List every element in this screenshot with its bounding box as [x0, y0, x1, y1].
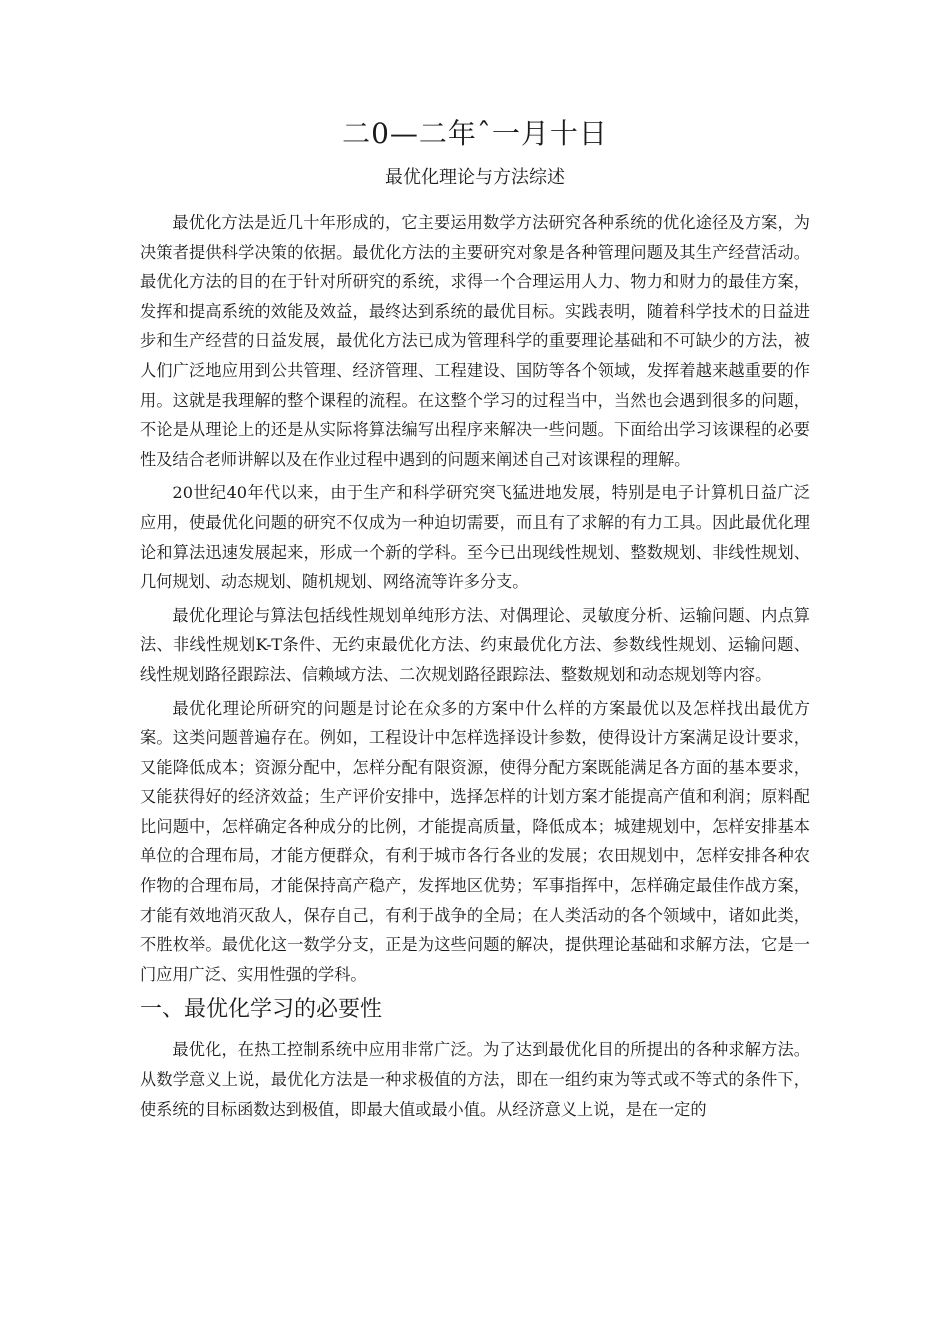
section-heading-necessity: 一、最优化学习的必要性	[140, 997, 383, 1023]
contents-paragraph: 最优化理论与算法包括线性规划单纯形方法、对偶理论、灵敏度分析、运输问题、内点算法、非线性规划K-T条件、无约束最优化方法、约束最优化方法、参数线性规划、运输问题、线性规划路径跟踪法、信赖域方法、二次规划路径跟踪法、整数规划和动态规划等内容。	[140, 605, 810, 684]
document-body	[140, 208, 810, 1124]
problems-paragraph: 最优化理论所研究的问题是讨论在众多的方案中什么样的方案最优以及怎样找出最优方案。这类问题普遍存在。例如，工程设计中怎样选择设计参数，使得设计方案满足设计要求，又能降低成本；资源分配中，怎样分配有限资源，使得分配方案既能满足各方面的基本要求，又能获得好的经济效益；生产评价安排中，选择怎样的计划方案才能提高产值和利润；原料配比问题中，怎样确定各种成分的比例，才能提高质量，降低成本；城建规划中，怎样安排基本单位的合理布局，才能方便群众，有利于城市各行各业的发展；农田规划中，怎样安排各种农作物的合理布局，才能保持高产稳产，发挥地区优势；军事指挥中，怎样确定最佳作战方案，才能有效地消灭敌人，保存自己，有利于战争的全局；在人类活动的各个领域中，诸如此类，不胜枚举。最优化这一数学分支，正是为这些问题的解决，提供理论基础和求解方法，它是一门应用广泛、实用性强的学科。	[140, 698, 810, 984]
intro-paragraph: 最优化方法是近几十年形成的，它主要运用数学方法研究各种系统的优化途径及方案，为决策者提供科学决策的依据。最优化方法的主要研究对象是各种管理问题及其生产经营活动。最优化方法的目的在于针对所研究的系统，求得一个合理运用人力、物力和财力的最佳方案，发挥和提高系统的效能及效益，最终达到系统的最优目标。实践表明，随着科学技术的日益进步和生产经营的日益发展，最优化方法已成为管理科学的重要理论基础和不可缺少的方法，被人们广泛地应用到公共管理、经济管理、工程建设、国防等各个领域，发挥着越来越重要的作用。这就是我理解的整个课程的流程。在这整个学习的过程当中，当然也会遇到很多的问题，不论是从理论上的还是从实际将算法编写出程序来解决一些问题。下面给出学习该课程的必要性及结合老师讲解以及在作业过程中遇到的问题来阐述自己对该课程的理解。	[140, 213, 810, 469]
history-paragraph: 20世纪40年代以来，由于生产和科学研究突飞猛进地发展，特别是电子计算机日益广泛应用，使最优化问题的研究不仅成为一种迫切需要，而且有了求解的有力工具。因此最优化理论和算法迅速发展起来，形成一个新的学科。至今已出现线性规划、整数规划、非线性规划、几何规划、动态规划、随机规划、网络流等许多分支。	[140, 483, 810, 592]
document-date: 二0—二年ˆ一月十日	[342, 117, 608, 150]
section-paragraph: 最优化，在热工控制系统中应用非常广泛。为了达到最优化目的所提出的各种求解方法。从数学意义上说，最优化方法是一种求极值的方法，即在一组约束为等式或不等式的条件下，使系统的目标函数达到极值，即最大值或最小值。从经济意义上说，是在一定的	[140, 1040, 810, 1119]
document-title: 最优化理论与方法综述	[385, 167, 565, 188]
